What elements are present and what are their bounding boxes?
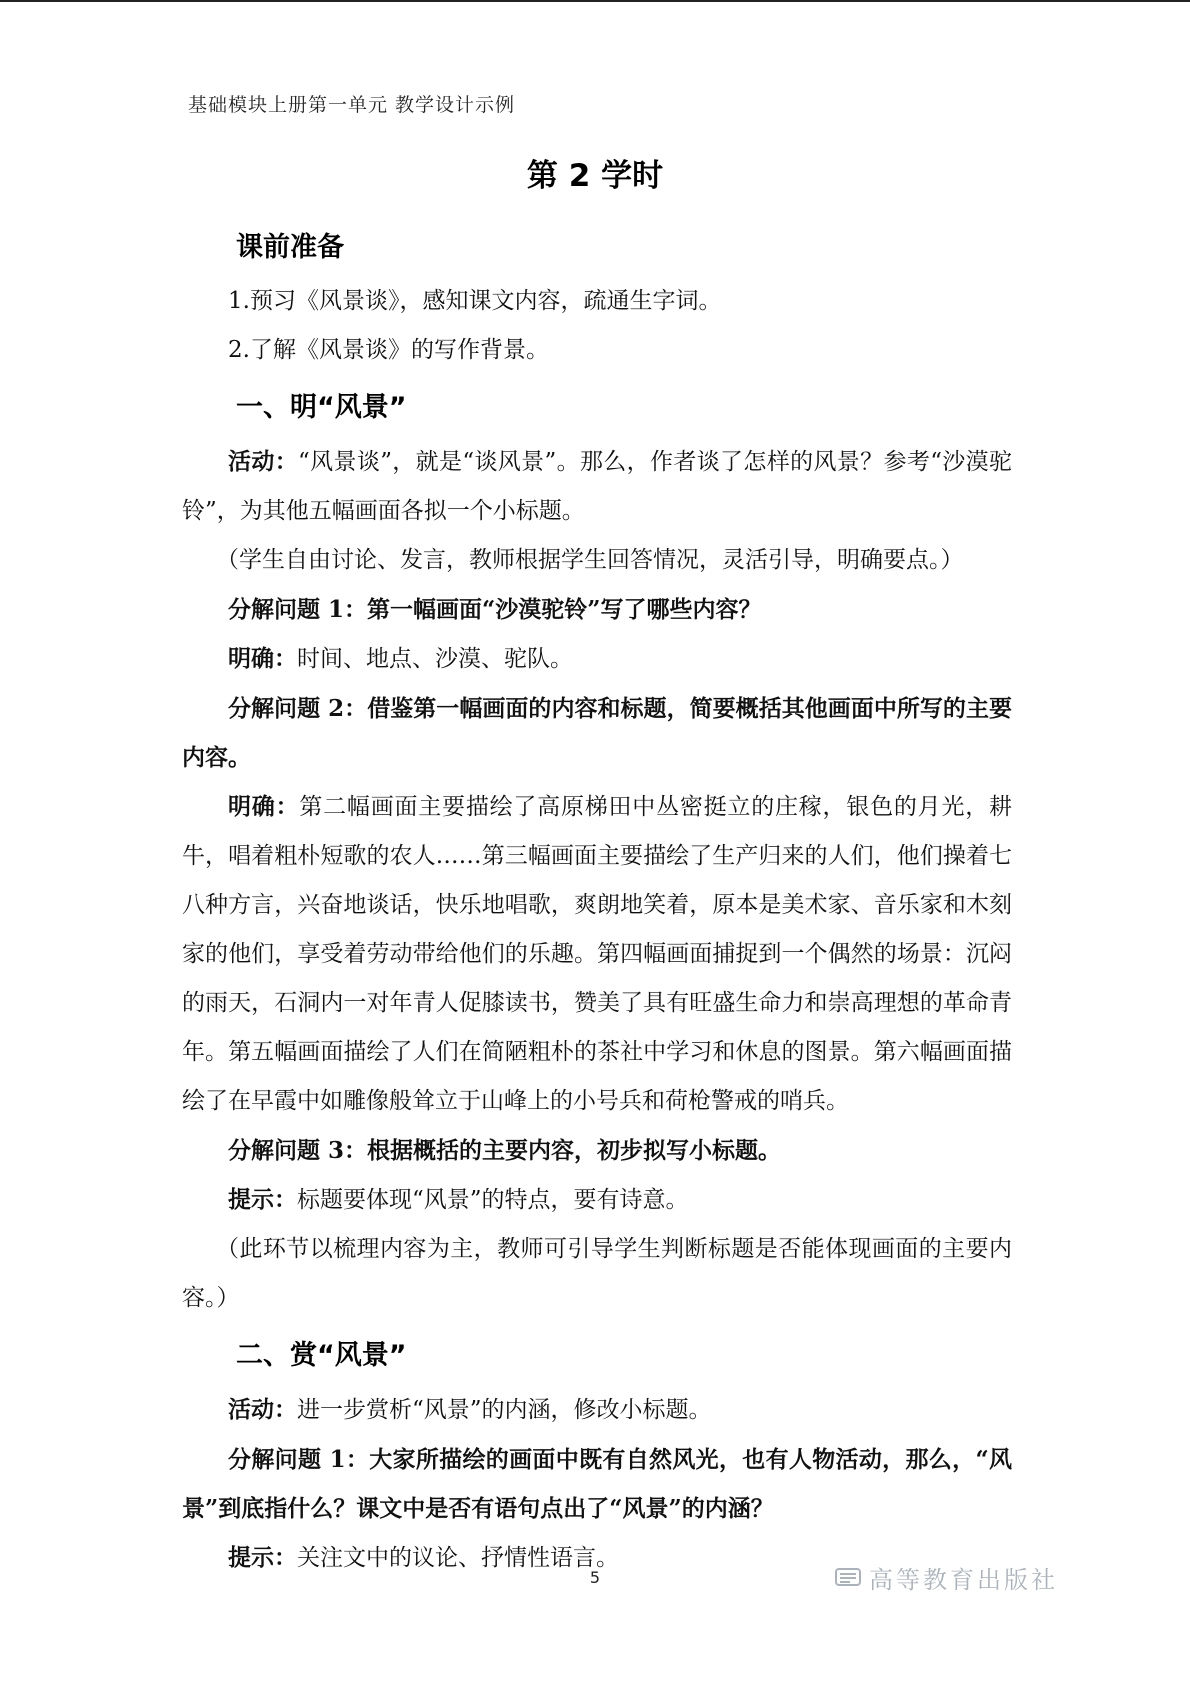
s2-activity: [182, 1385, 1012, 1435]
s1-question-2: 分解问题 2：借鉴第一幅画面的内容和标题，简要概括其他画面中所写的主要内容。: [182, 695, 1012, 771]
heading-section-2: 二、赏“风景”: [236, 1340, 407, 1371]
publisher-name: 高等教育出版社: [869, 1565, 1058, 1594]
s2-question-1: 分解问题 1：大家所描绘的画面中既有自然风光，也有人物活动，那么，“风景”到底指什么？课文中是否有语句点出了“风景”的内涵？: [182, 1446, 1012, 1522]
s1-answer-2: [182, 782, 1012, 1126]
s2-activity-text: 进一步赏析“风景”的内涵，修改小标题。: [297, 1397, 712, 1423]
heading-prep: 课前准备: [236, 232, 344, 263]
s2-hint-label: 提示：: [228, 1544, 297, 1571]
s2-hint-text: 关注文中的议论、抒情性语言。: [297, 1545, 619, 1571]
s1-activity: [182, 437, 1012, 536]
heading-section-1: 一、明“风景”: [236, 392, 407, 423]
s1-question-3: 分解问题 3：根据概括的主要内容，初步拟写小标题。: [228, 1137, 782, 1164]
s1-answer-1: [182, 634, 1012, 684]
running-header: 基础模块上册第一单元 教学设计示例: [188, 94, 516, 116]
s1-note-1: （学生自由讨论、发言，教师根据学生回答情况，灵活引导，明确要点。）: [216, 547, 964, 573]
page-number: 5: [589, 1568, 601, 1587]
s1-hint: [182, 1175, 1012, 1225]
s1-activity-label: 活动：: [228, 448, 299, 475]
s2-activity-label: 活动：: [228, 1396, 297, 1423]
prep-item-1: 1.预习《风景谈》，感知课文内容，疏通生字词。: [228, 288, 722, 314]
page-title: 第 2 学时: [526, 158, 664, 194]
s1-hint-label: 提示：: [228, 1186, 297, 1213]
s1-question-1: 分解问题 1：第一幅画面“沙漠驼铃”写了哪些内容？: [228, 596, 762, 623]
s1-answer-1-label: 明确：: [228, 645, 297, 672]
prep-item-2: 2.了解《风景谈》的写作背景。: [228, 337, 549, 363]
top-rule: [0, 0, 1190, 2]
s1-activity-text: “风景谈”，就是“谈风景”。那么，作者谈了怎样的风景？参考“沙漠驼铃”，为其他五幅画面各拟一个小标题。: [182, 449, 1012, 524]
content: [182, 215, 1012, 1583]
s1-hint-text: 标题要体现“风景”的特点，要有诗意。: [297, 1187, 689, 1213]
publisher-mark: [835, 1562, 1058, 1592]
s1-answer-1-text: 时间、地点、沙漠、驼队。: [297, 646, 573, 672]
s1-note-2: （此环节以梳理内容为主，教师可引导学生判断标题是否能体现画面的主要内容。）: [182, 1236, 1012, 1311]
publisher-logo-icon: [835, 1566, 861, 1588]
s1-answer-2-text: 第二幅画面主要描绘了高原梯田中丛密挺立的庄稼，银色的月光，耕牛，唱着粗朴短歌的农人……第三幅画面主要描绘了生产归来的人们，他们操着七八种方言，兴奋地谈话，快乐地唱歌，爽朗地笑着，原本是美术家、音乐家和木刻家的他们，享受着劳动带给他们的乐趣。第四幅画面捕捉到一个偶然的场景：沉闷的雨天，石洞内一对年青人促膝读书，赞美了具有旺盛生命力和崇高理想的革命青年。第五幅画面描绘了人们在简陋粗朴的茶社中学习和休息的图景。第六幅画面描绘了在早霞中如雕像般耸立于山峰上的小号兵和荷枪警戒的哨兵。: [182, 794, 1012, 1114]
s1-answer-2-label: 明确：: [228, 793, 300, 820]
